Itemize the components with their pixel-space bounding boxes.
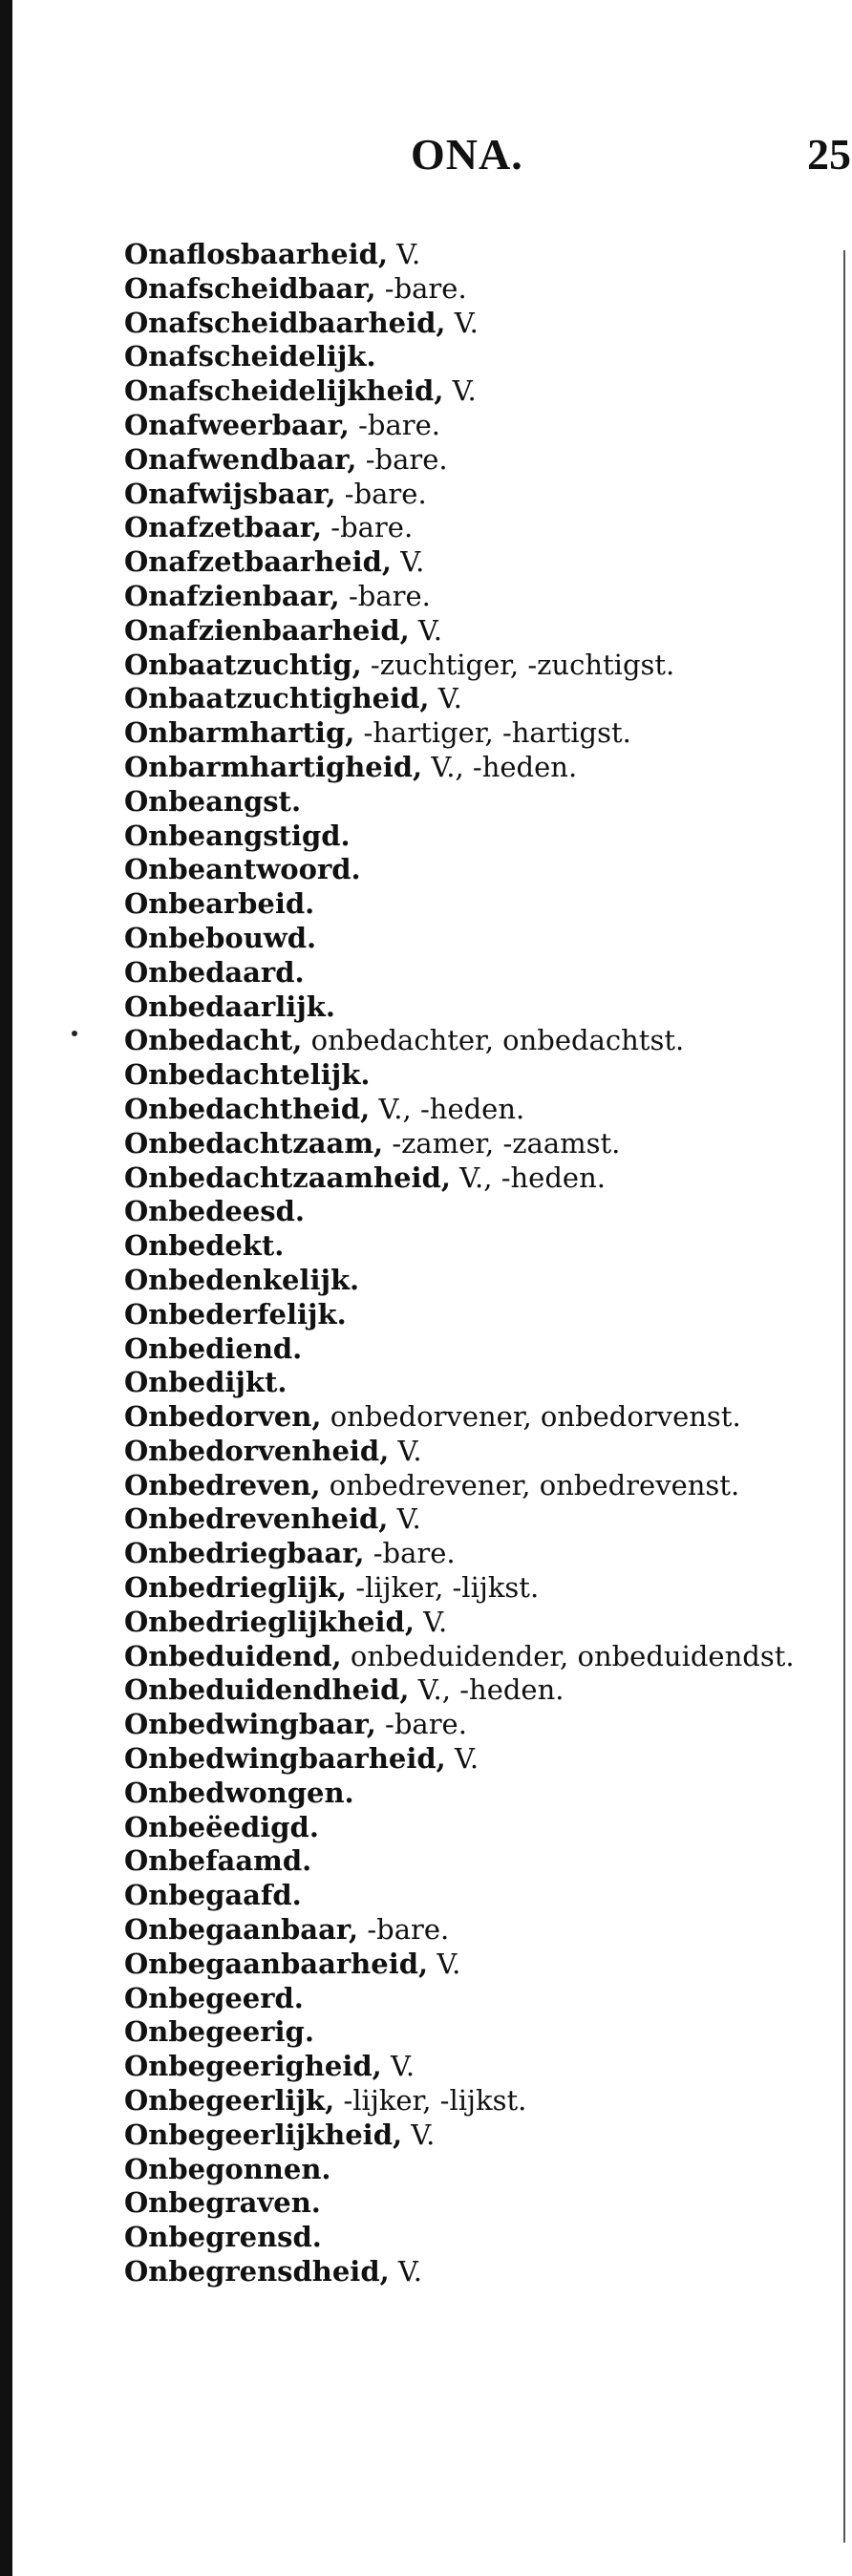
entry-headword: Onafscheidelijk. bbox=[124, 340, 376, 373]
entry-inflection: -bare. bbox=[367, 1913, 450, 1947]
entry-inflection: V. bbox=[454, 1742, 479, 1776]
dictionary-entry bbox=[124, 1708, 831, 1742]
entry-inflection: -hartiger, -hartigst. bbox=[363, 716, 631, 750]
dictionary-entry bbox=[124, 990, 831, 1025]
dictionary-entry bbox=[124, 307, 831, 341]
entry-inflection: V. bbox=[437, 682, 462, 715]
dictionary-entry bbox=[124, 545, 831, 580]
dictionary-entry bbox=[124, 1982, 831, 2016]
entry-headword: Onbedorvenheid, bbox=[124, 1434, 390, 1467]
entry-headword: Onbegaanbaarheid, bbox=[124, 1947, 429, 1980]
entry-headword: Onafwijsbaar, bbox=[124, 477, 336, 510]
entry-headword: Onbedachtheid, bbox=[124, 1092, 371, 1125]
entry-headword: Onbeantwoord. bbox=[124, 853, 361, 886]
dictionary-entry bbox=[124, 2015, 831, 2050]
dictionary-entry bbox=[124, 1811, 831, 1845]
entry-headword: Onbebouwd. bbox=[124, 921, 317, 954]
entry-inflection: V. bbox=[417, 613, 443, 647]
entry-headword: Onbegaafd. bbox=[124, 1879, 302, 1912]
entry-inflection: V., -heden. bbox=[378, 1092, 525, 1125]
entry-headword: Onbegaanbaar, bbox=[124, 1913, 359, 1947]
entry-inflection: onbedachter, onbedachtst. bbox=[310, 1024, 685, 1057]
dictionary-entry bbox=[124, 2153, 831, 2187]
dictionary-entry bbox=[124, 614, 831, 649]
entry-headword: Onafzienbaar, bbox=[124, 579, 340, 612]
entry-inflection: -bare. bbox=[330, 511, 414, 544]
dictionary-entry bbox=[124, 272, 831, 307]
entry-inflection: V. bbox=[390, 2050, 415, 2083]
dictionary-entry bbox=[124, 716, 831, 751]
dictionary-entry bbox=[124, 1844, 831, 1879]
dictionary-entry bbox=[124, 1435, 831, 1469]
dictionary-entry bbox=[124, 751, 831, 785]
entry-headword: Onbeduidend, bbox=[124, 1639, 342, 1672]
dictionary-entry bbox=[124, 887, 831, 922]
page-number: 25 bbox=[807, 130, 851, 179]
dictionary-entry bbox=[124, 1058, 831, 1093]
entry-headword: Onbedwingbaarheid, bbox=[124, 1742, 446, 1776]
entry-headword: Onbedaarlijk. bbox=[124, 990, 335, 1023]
entry-inflection: -bare. bbox=[365, 442, 448, 476]
entry-inflection: V. bbox=[437, 1947, 461, 1980]
entry-headword: Onafscheidbaarheid, bbox=[124, 306, 446, 339]
entry-headword: Onbegrensdheid, bbox=[124, 2255, 390, 2289]
dictionary-entry bbox=[124, 956, 831, 990]
entry-headword: Onbedwongen. bbox=[124, 1776, 354, 1809]
entry-headword: Onbeangstigd. bbox=[124, 819, 351, 852]
entry-inflection: -bare. bbox=[373, 1537, 456, 1570]
entry-headword: Onbedachtelijk. bbox=[124, 1058, 371, 1092]
entry-headword: Onafwendbaar, bbox=[124, 442, 357, 476]
dictionary-entry-list bbox=[124, 238, 831, 2289]
entry-headword: Onbegeerigheid, bbox=[124, 2050, 382, 2083]
entry-inflection: V. bbox=[396, 1502, 421, 1536]
entry-inflection: -bare. bbox=[344, 477, 427, 510]
dictionary-entry bbox=[124, 2084, 831, 2118]
entry-headword: Onbegonnen. bbox=[124, 2152, 331, 2185]
dictionary-entry bbox=[124, 2050, 831, 2084]
dictionary-entry bbox=[124, 1229, 831, 1264]
dictionary-entry bbox=[124, 1469, 831, 1503]
entry-headword: Onafscheidelijkheid, bbox=[124, 374, 444, 408]
entry-headword: Onafweerbaar, bbox=[124, 408, 350, 441]
entry-headword: Onbederfelijk. bbox=[124, 1297, 347, 1331]
dictionary-entry bbox=[124, 853, 831, 887]
entry-headword: Onbedijkt. bbox=[124, 1366, 288, 1399]
entry-headword: Onbedrieglijkheid, bbox=[124, 1605, 415, 1638]
dictionary-entry bbox=[124, 1640, 831, 1674]
margin-dot bbox=[72, 1031, 77, 1036]
left-margin-rule bbox=[0, 0, 12, 2576]
entry-headword: Onbedenkelijk. bbox=[124, 1263, 360, 1296]
dictionary-entry bbox=[124, 374, 831, 409]
dictionary-entry bbox=[124, 820, 831, 854]
dictionary-entry bbox=[124, 409, 831, 443]
dictionary-entry bbox=[124, 1298, 831, 1332]
dictionary-entry bbox=[124, 2118, 831, 2153]
entry-inflection: -bare. bbox=[358, 408, 441, 441]
dictionary-entry bbox=[124, 1366, 831, 1400]
entry-headword: Onafzienbaarheid, bbox=[124, 613, 410, 647]
entry-headword: Onafscheidbaar, bbox=[124, 271, 376, 305]
entry-headword: Onbedriegbaar, bbox=[124, 1537, 365, 1570]
entry-headword: Onbaatzuchtig, bbox=[124, 648, 362, 681]
entry-headword: Onbegeerlijkheid, bbox=[124, 2118, 403, 2151]
dictionary-entry bbox=[124, 785, 831, 820]
entry-headword: Onbeëedigd. bbox=[124, 1810, 319, 1843]
entry-headword: Onbedaard. bbox=[124, 955, 305, 989]
entry-headword: Onafzetbaar, bbox=[124, 511, 323, 544]
dictionary-entry bbox=[124, 1571, 831, 1606]
entry-inflection: V. bbox=[396, 238, 421, 270]
dictionary-entry bbox=[124, 580, 831, 614]
entry-headword: Onbearbeid. bbox=[124, 887, 315, 921]
entry-inflection: V. bbox=[397, 2255, 423, 2289]
entry-inflection: onbedorvener, onbedorvenst. bbox=[330, 1400, 741, 1434]
entry-headword: Onbediend. bbox=[124, 1331, 303, 1365]
entry-headword: Onbegeerig. bbox=[124, 2015, 314, 2049]
dictionary-entry bbox=[124, 1161, 831, 1196]
entry-headword: Onbedekt. bbox=[124, 1229, 285, 1263]
entry-headword: Onbegeerlijk, bbox=[124, 2084, 335, 2118]
entry-inflection: V. bbox=[411, 2118, 436, 2151]
dictionary-entry bbox=[124, 1502, 831, 1537]
running-head: ONA. bbox=[411, 130, 523, 179]
dictionary-entry bbox=[124, 1879, 831, 1913]
dictionary-entry bbox=[124, 511, 831, 545]
entry-inflection: onbeduidender, onbeduidendst. bbox=[350, 1639, 795, 1672]
entry-headword: Onbedreven, bbox=[124, 1468, 321, 1501]
dictionary-entry bbox=[124, 2221, 831, 2255]
dictionary-entry bbox=[124, 238, 831, 272]
entry-headword: Onbarmhartig, bbox=[124, 716, 355, 750]
dictionary-entry bbox=[124, 1777, 831, 1811]
dictionary-entry bbox=[124, 1673, 831, 1708]
entry-headword: Onbeangst. bbox=[124, 784, 302, 818]
dictionary-entry bbox=[124, 1127, 831, 1161]
entry-inflection: -lijker, -lijkst. bbox=[343, 2084, 527, 2118]
dictionary-entry bbox=[124, 2186, 831, 2221]
dictionary-entry bbox=[124, 1400, 831, 1435]
entry-inflection: -lijker, -lijkst. bbox=[355, 1571, 540, 1605]
dictionary-entry bbox=[124, 2255, 831, 2289]
dictionary-entry bbox=[124, 1948, 831, 1982]
entry-inflection: V. bbox=[423, 1605, 448, 1638]
dictionary-entry bbox=[124, 340, 831, 374]
entry-inflection: -bare. bbox=[348, 579, 431, 612]
dictionary-entry bbox=[124, 1913, 831, 1948]
entry-headword: Onbedachtzaamheid, bbox=[124, 1160, 451, 1194]
dictionary-entry bbox=[124, 478, 831, 512]
dictionary-entry bbox=[124, 1606, 831, 1640]
dictionary-entry bbox=[124, 1195, 831, 1229]
entry-inflection: onbedrevener, onbedrevenst. bbox=[329, 1468, 740, 1501]
dictionary-entry bbox=[124, 1264, 831, 1298]
dictionary-entry bbox=[124, 1742, 831, 1777]
entry-headword: Onbegrensd. bbox=[124, 2221, 322, 2254]
entry-inflection: V., -heden. bbox=[417, 1673, 564, 1707]
entry-headword: Onbeduidendheid, bbox=[124, 1673, 410, 1707]
dictionary-entry bbox=[124, 682, 831, 716]
entry-headword: Onbedwingbaar, bbox=[124, 1708, 376, 1741]
entry-headword: Onbedorven, bbox=[124, 1400, 322, 1434]
entry-inflection: V. bbox=[397, 1434, 422, 1467]
right-margin-rule bbox=[843, 250, 845, 2543]
entry-inflection: V., -heden. bbox=[459, 1160, 606, 1194]
dictionary-entry bbox=[124, 1537, 831, 1571]
dictionary-entry bbox=[124, 1093, 831, 1127]
entry-headword: Onbarmhartigheid, bbox=[124, 750, 423, 783]
entry-headword: Onbegeerd. bbox=[124, 1981, 304, 2014]
dictionary-entry bbox=[124, 1024, 831, 1058]
entry-inflection: -zuchtiger, -zuchtigst. bbox=[370, 648, 675, 681]
entry-inflection: -zamer, -zaamst. bbox=[392, 1126, 621, 1160]
entry-inflection: V. bbox=[454, 306, 479, 339]
entry-headword: Onbefaamd. bbox=[124, 1844, 312, 1878]
entry-headword: Onbedeesd. bbox=[124, 1195, 305, 1228]
entry-headword: Onbegraven. bbox=[124, 2186, 321, 2220]
entry-inflection: V., -heden. bbox=[431, 750, 578, 783]
dictionary-entry bbox=[124, 1332, 831, 1367]
entry-headword: Onbaatzuchtigheid, bbox=[124, 682, 430, 715]
entry-headword: Onbedrevenheid, bbox=[124, 1502, 389, 1536]
dictionary-entry bbox=[124, 649, 831, 683]
entry-inflection: -bare. bbox=[385, 1708, 467, 1741]
entry-headword: Onbedrieglijk, bbox=[124, 1571, 348, 1605]
dictionary-entry bbox=[124, 922, 831, 956]
entry-headword: Onbedachtzaam, bbox=[124, 1126, 384, 1160]
entry-inflection: -bare. bbox=[384, 271, 467, 305]
entry-headword: Onaflosbaarheid, bbox=[124, 238, 388, 270]
entry-headword: Onafzetbaarheid, bbox=[124, 545, 392, 579]
entry-inflection: V. bbox=[400, 545, 425, 579]
entry-inflection: V. bbox=[452, 374, 477, 408]
dictionary-entry bbox=[124, 443, 831, 478]
entry-headword: Onbedacht, bbox=[124, 1024, 303, 1057]
